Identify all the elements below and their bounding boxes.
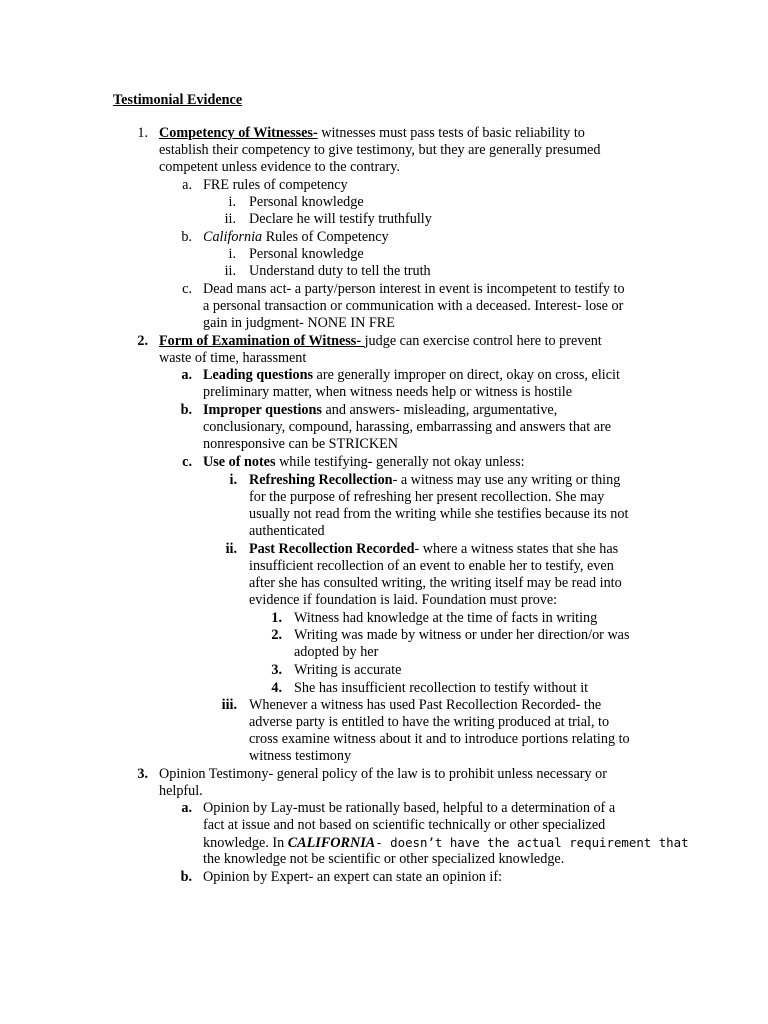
section-2c-ii-line-2: insufficient recollection of an event to enable her to testify, even bbox=[249, 558, 614, 574]
section-2c-number: c. bbox=[182, 454, 192, 470]
foundation-4-number: 4. bbox=[271, 680, 282, 696]
section-3a-line-2: fact at issue and not based on scientific technically or other specialized bbox=[203, 817, 606, 833]
section-2c-i-line-1: Refreshing Recollection- a witness may use any writing or thing bbox=[249, 472, 621, 488]
section-1a-i-text: Personal knowledge bbox=[249, 194, 364, 210]
section-1a-i-number: i. bbox=[228, 194, 236, 210]
section-2c-i-line-3: usually not read from the writing while she testifies because its not bbox=[249, 506, 629, 522]
section-2c-ii-line-1: Past Recollection Recorded- where a witness states that she has bbox=[249, 541, 619, 557]
section-3-line-1: Opinion Testimony- general policy of the law is to prohibit unless necessary or bbox=[159, 766, 607, 782]
section-1b-i-text: Personal knowledge bbox=[249, 246, 364, 262]
section-1a-text: FRE rules of competency bbox=[203, 177, 348, 193]
section-3b-number: b. bbox=[180, 869, 192, 885]
section-2-line-1: Form of Examination of Witness- judge can exercise control here to prevent bbox=[159, 333, 602, 349]
foundation-1-number: 1. bbox=[271, 610, 282, 626]
section-2c-i-number: i. bbox=[229, 472, 237, 488]
section-2c-line-1: Use of notes while testifying- generally not okay unless: bbox=[203, 454, 525, 470]
section-1b-ii-text: Understand duty to tell the truth bbox=[249, 263, 431, 279]
section-1c-line-2: a personal transaction or communication with a deceased. Interest- lose or bbox=[203, 298, 624, 314]
section-2c-i-line-4: authenticated bbox=[249, 523, 325, 539]
section-3-number: 3. bbox=[137, 766, 148, 782]
section-2b-number: b. bbox=[180, 402, 192, 418]
section-2-heading: Form of Examination of Witness- bbox=[159, 333, 365, 349]
section-2-number: 2. bbox=[137, 333, 148, 349]
section-2c-ii-line-4: evidence if foundation is laid. Foundation must prove: bbox=[249, 592, 558, 608]
section-2a-number: a. bbox=[181, 367, 192, 383]
section-3a-number: a. bbox=[181, 800, 192, 816]
section-1a-number: a. bbox=[182, 177, 192, 193]
section-1b-i-number: i. bbox=[228, 246, 236, 262]
section-1b-number: b. bbox=[181, 229, 192, 245]
section-1a-ii-text: Declare he will testify truthfully bbox=[249, 211, 432, 227]
section-2b-line-3: nonresponsive can be STRICKEN bbox=[203, 436, 399, 452]
foundation-2-number: 2. bbox=[271, 627, 282, 643]
section-2c-iii-number: iii. bbox=[221, 697, 237, 713]
section-1-heading: Competency of Witnesses- bbox=[159, 125, 318, 141]
section-1c-line-1: Dead mans act- a party/person interest in event is incompetent to testify to bbox=[203, 281, 625, 297]
section-3a-line-3: knowledge. In CALIFORNIA- doesn’t have the actual requirement that bbox=[203, 835, 689, 851]
section-3a-line-4: the knowledge not be scientific or other specialized knowledge. bbox=[203, 851, 565, 867]
foundation-2-line-1: Writing was made by witness or under her direction/or was bbox=[294, 627, 630, 643]
section-2-line-2: waste of time, harassment bbox=[159, 350, 307, 366]
section-2c-iii-line-1: Whenever a witness has used Past Recollection Recorded- the bbox=[249, 697, 602, 713]
document-title: Testimonial Evidence bbox=[113, 92, 243, 108]
section-1c-number: c. bbox=[182, 281, 192, 297]
foundation-1-text: Witness had knowledge at the time of facts in writing bbox=[294, 610, 598, 626]
section-1b-ii-number: ii. bbox=[224, 263, 236, 279]
section-1a-ii-number: ii. bbox=[224, 211, 236, 227]
section-1-line-1: Competency of Witnesses- witnesses must pass tests of basic reliability to bbox=[159, 125, 585, 141]
section-2c-ii-line-3: after she has consulted writing, the writing itself may be read into bbox=[249, 575, 622, 591]
section-3b-line-1: Opinion by Expert- an expert can state an opinion if: bbox=[203, 869, 503, 885]
section-2a-line-2: preliminary matter, when witness needs help or witness is hostile bbox=[203, 384, 573, 400]
section-3a-line-1: Opinion by Lay-must be rationally based, helpful to a determination of a bbox=[203, 800, 616, 816]
section-1-line-3: competent unless evidence to the contrary. bbox=[159, 159, 400, 175]
section-2c-iii-line-3: cross examine witness about it and to introduce portions relating to bbox=[249, 731, 630, 747]
section-2c-iii-line-2: adverse party is entitled to have the writing produced at trial, to bbox=[249, 714, 610, 730]
section-3-line-2: helpful. bbox=[159, 783, 203, 799]
section-2c-i-line-2: for the purpose of refreshing her present recollection. She may bbox=[249, 489, 605, 505]
section-2c-ii-number: ii. bbox=[225, 541, 237, 557]
section-2c-iii-line-4: witness testimony bbox=[249, 748, 352, 764]
section-2a-line-1: Leading questions are generally improper on direct, okay on cross, elicit bbox=[203, 367, 620, 383]
foundation-4-text: She has insufficient recollection to testify without it bbox=[294, 680, 589, 696]
foundation-3-text: Writing is accurate bbox=[294, 662, 402, 678]
section-1b-text: California Rules of Competency bbox=[203, 229, 389, 245]
foundation-2-line-2: adopted by her bbox=[294, 644, 379, 660]
section-2b-line-1: Improper questions and answers- misleading, argumentative, bbox=[203, 402, 558, 418]
section-1-line-2: establish their competency to give testimony, but they are generally presumed bbox=[159, 142, 601, 158]
foundation-3-number: 3. bbox=[271, 662, 282, 678]
section-1-number: 1. bbox=[137, 125, 148, 141]
section-2b-line-2: conclusionary, compound, harassing, embarrassing and answers that are bbox=[203, 419, 612, 435]
section-1c-line-3: gain in judgment- NONE IN FRE bbox=[203, 315, 395, 331]
